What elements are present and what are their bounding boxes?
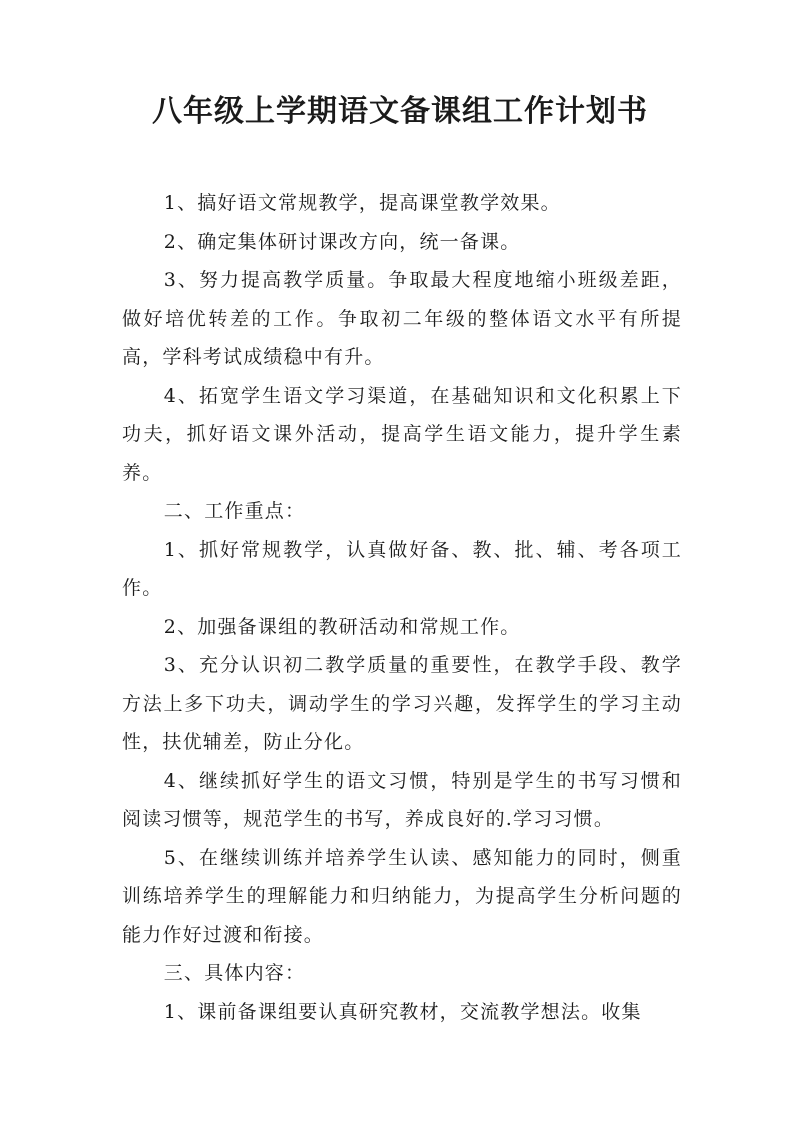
paragraph-focus-2: 2、加强备课组的教研活动和常规工作。 (163, 615, 521, 638)
document-body (122, 184, 682, 1031)
section-heading-work-focus: 二、工作重点： (163, 500, 306, 522)
paragraph-focus-4: 4、继续抓好学生的语文习惯，特别是学生的书写习惯和阅读习惯等，规范学生的书写，养成良好的.学习习惯。 (122, 769, 682, 830)
paragraph-content-1: 1、课前备课组要认真研究教材，交流教学想法。收集 (163, 1000, 642, 1023)
paragraph-3: 3、努力提高教学质量。争取最大程度地缩小班级差距，做好培优转差的工作。争取初二年级的整体语文水平有所提高，学科考试成绩稳中有升。 (122, 269, 682, 368)
paragraph-focus-5: 5、在继续训练并培养学生认读、感知能力的同时，侧重训练培养学生的理解能力和归纳能力，为提高学生分析问题的能力作好过渡和衔接。 (122, 846, 682, 946)
paragraph-focus-3: 3、充分认识初二教学质量的重要性，在教学手段、教学方法上多下功夫，调动学生的学习兴趣，发挥学生的学习主动性，扶优辅差，防止分化。 (122, 654, 682, 753)
paragraph-focus-1: 1、抓好常规教学，认真做好备、教、批、辅、考各项工作。 (122, 538, 682, 599)
paragraph-2: 2、确定集体研讨课改方向，统一备课。 (163, 230, 521, 253)
paragraph-1: 1、搞好语文常规教学，提高课堂教学效果。 (163, 192, 561, 214)
section-heading-specific-content: 三、具体内容： (163, 962, 306, 984)
document-title: 八年级上学期语文备课组工作计划书 (152, 94, 648, 129)
paragraph-4: 4、拓宽学生语文学习渠道，在基础知识和文化积累上下功夫，抓好语文课外活动，提高学生语文能力，提升学生素养。 (122, 384, 682, 484)
